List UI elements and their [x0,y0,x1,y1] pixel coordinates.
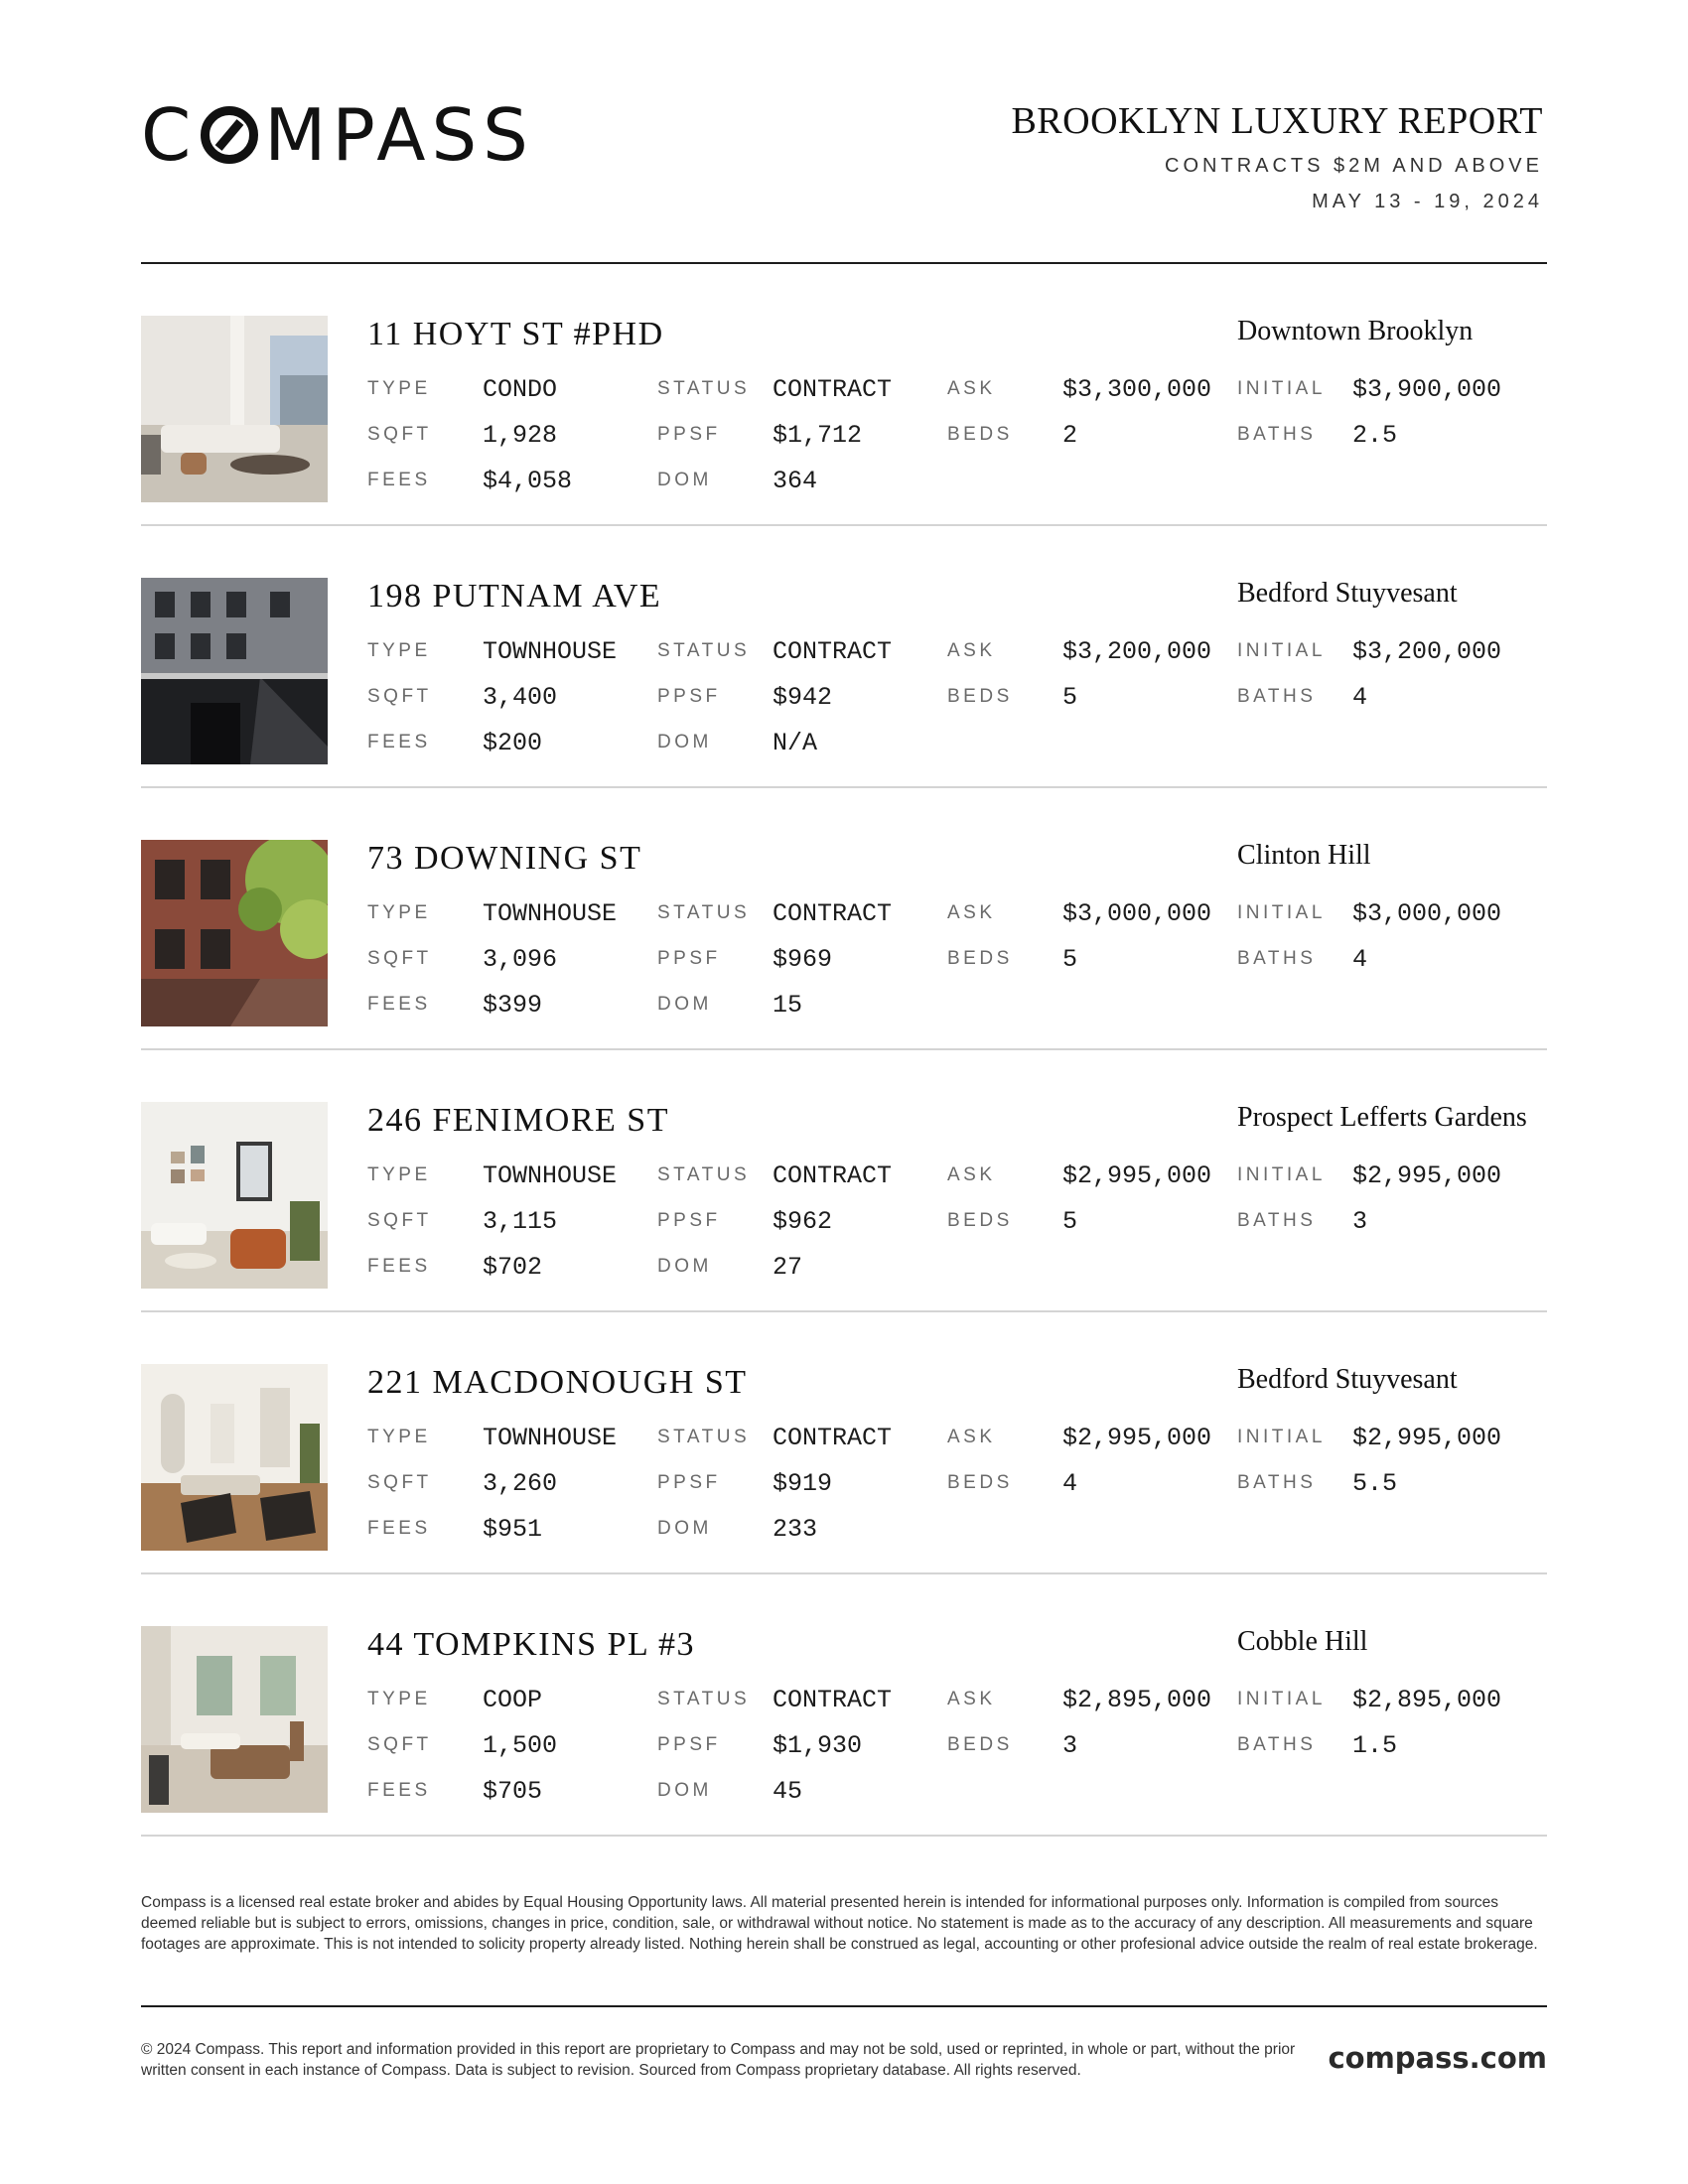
listings-list [141,264,1547,1837]
compass-logo: C MPASS [141,93,534,177]
sqft-value: 3,096 [483,945,558,974]
status-value: CONTRACT [773,375,893,404]
listing-address[interactable]: 246 FENIMORE ST [367,1102,669,1139]
status-value: CONTRACT [773,637,893,666]
fees-label: FEES [367,994,431,1015]
report-subtitle: CONTRACTS $2M AND ABOVE [1165,155,1543,177]
ppsf-value: $962 [773,1207,833,1236]
baths-value: 3 [1352,1207,1368,1236]
fees-label: FEES [367,732,431,752]
initial-label: INITIAL [1237,378,1326,399]
dom-label: DOM [657,1780,712,1801]
baths-value: 5.5 [1352,1469,1398,1498]
listing-photo[interactable] [141,1626,328,1813]
listing-row [141,1312,1547,1574]
sqft-value: 1,928 [483,421,558,450]
ask-value: $3,300,000 [1062,375,1212,404]
report-date-range: MAY 13 - 19, 2024 [1312,191,1543,212]
ppsf-label: PPSF [657,686,721,707]
website-link[interactable]: compass.com [1328,2041,1547,2075]
initial-label: INITIAL [1237,640,1326,661]
dom-label: DOM [657,470,712,490]
fees-label: FEES [367,1518,431,1539]
sqft-label: SQFT [367,1472,432,1493]
ask-label: ASK [947,1427,996,1447]
type-value: TOWNHOUSE [483,899,618,928]
initial-value: $2,995,000 [1352,1424,1502,1452]
status-label: STATUS [657,640,751,661]
listing-photo[interactable] [141,1102,328,1289]
initial-value: $3,200,000 [1352,637,1502,666]
listing-row [141,1574,1547,1837]
beds-label: BEDS [947,686,1013,707]
beds-value: 4 [1062,1469,1078,1498]
dom-value: 15 [773,991,803,1020]
beds-value: 5 [1062,945,1078,974]
listing-row [141,526,1547,788]
type-value: TOWNHOUSE [483,1161,618,1190]
listing-address[interactable]: 73 DOWNING ST [367,840,642,877]
initial-label: INITIAL [1237,1427,1326,1447]
type-value: TOWNHOUSE [483,637,618,666]
beds-value: 5 [1062,683,1078,712]
type-value: COOP [483,1686,543,1714]
ppsf-value: $942 [773,683,833,712]
sqft-label: SQFT [367,948,432,969]
dom-value: 364 [773,467,818,495]
initial-value: $2,995,000 [1352,1161,1502,1190]
ask-value: $2,895,000 [1062,1686,1212,1714]
baths-value: 1.5 [1352,1731,1398,1760]
baths-value: 4 [1352,945,1368,974]
ask-label: ASK [947,1164,996,1185]
listing-photo[interactable] [141,840,328,1026]
dom-value: N/A [773,729,818,757]
type-label: TYPE [367,1164,431,1185]
beds-label: BEDS [947,424,1013,445]
sqft-label: SQFT [367,686,432,707]
ask-value: $2,995,000 [1062,1161,1212,1190]
beds-value: 2 [1062,421,1078,450]
ask-label: ASK [947,1689,996,1709]
listing-photo[interactable] [141,1364,328,1551]
listing-row [141,788,1547,1050]
listing-neighborhood: Bedford Stuyvesant [1237,578,1458,609]
status-value: CONTRACT [773,1424,893,1452]
copyright-notice: © 2024 Compass. This report and information provided in this report are proprietary to Compass and may not be sold, used or reprinted, in whole or part, without the prior written consent in each instance of Compass. Data is subject to revision. Sourced from Compass proprietary database. All rights reserved. [141,2041,1296,2079]
type-label: TYPE [367,378,431,399]
type-label: TYPE [367,1689,431,1709]
beds-value: 3 [1062,1731,1078,1760]
ask-value: $3,000,000 [1062,899,1212,928]
listing-address[interactable]: 221 MACDONOUGH ST [367,1364,748,1401]
initial-value: $2,895,000 [1352,1686,1502,1714]
sqft-label: SQFT [367,424,432,445]
initial-value: $3,000,000 [1352,899,1502,928]
initial-value: $3,900,000 [1352,375,1502,404]
sqft-value: 1,500 [483,1731,558,1760]
type-value: CONDO [483,375,558,404]
fees-value: $399 [483,991,543,1020]
beds-value: 5 [1062,1207,1078,1236]
status-label: STATUS [657,902,751,923]
compass-logo-o-mark [201,106,258,164]
listing-neighborhood: Prospect Lefferts Gardens [1237,1102,1527,1133]
baths-label: BATHS [1237,1472,1317,1493]
beds-label: BEDS [947,1472,1013,1493]
ask-label: ASK [947,902,996,923]
legal-disclaimer: Compass is a licensed real estate broker and abides by Equal Housing Opportunity laws. All material presented herein is intended for informational purposes only. Information is compiled from sources deemed reliable but is subject to errors, omissions, changes in price, condition, sale, or withdrawal without notice. No statement is made as to the accuracy of any description. All measurements and square footages are approximate. This is not intended to solicity property already listed. Nothing herein shall be construed as legal, accounting or other profesional advice outside the realm of real estate brokerage. [141,1894,1538,1953]
beds-label: BEDS [947,948,1013,969]
sqft-value: 3,115 [483,1207,558,1236]
baths-label: BATHS [1237,948,1317,969]
listing-neighborhood: Downtown Brooklyn [1237,316,1474,346]
baths-value: 2.5 [1352,421,1398,450]
listing-address[interactable]: 11 HOYT ST #PHD [367,316,664,352]
fees-label: FEES [367,1256,431,1277]
initial-label: INITIAL [1237,1164,1326,1185]
status-value: CONTRACT [773,1686,893,1714]
footer-divider [141,2005,1547,2007]
listing-neighborhood: Cobble Hill [1237,1626,1368,1657]
listing-photo[interactable] [141,316,328,502]
ask-value: $2,995,000 [1062,1424,1212,1452]
ppsf-value: $969 [773,945,833,974]
ppsf-label: PPSF [657,948,721,969]
sqft-label: SQFT [367,1210,432,1231]
baths-value: 4 [1352,683,1368,712]
dom-label: DOM [657,994,712,1015]
fees-value: $200 [483,729,543,757]
ppsf-label: PPSF [657,424,721,445]
status-label: STATUS [657,378,751,399]
listing-neighborhood: Clinton Hill [1237,840,1371,871]
baths-label: BATHS [1237,686,1317,707]
dom-label: DOM [657,1518,712,1539]
ask-value: $3,200,000 [1062,637,1212,666]
ppsf-label: PPSF [657,1734,721,1755]
fees-value: $705 [483,1777,543,1806]
listing-row [141,264,1547,526]
sqft-value: 3,260 [483,1469,558,1498]
ask-label: ASK [947,640,996,661]
fees-value: $4,058 [483,467,573,495]
baths-label: BATHS [1237,1210,1317,1231]
status-label: STATUS [657,1427,751,1447]
fees-value: $951 [483,1515,543,1544]
type-label: TYPE [367,902,431,923]
fees-label: FEES [367,470,431,490]
initial-label: INITIAL [1237,902,1326,923]
listing-address[interactable]: 198 PUTNAM AVE [367,578,662,614]
type-label: TYPE [367,1427,431,1447]
ppsf-value: $1,712 [773,421,863,450]
ppsf-value: $1,930 [773,1731,863,1760]
report-title: BROOKLYN LUXURY REPORT [1011,100,1543,142]
sqft-value: 3,400 [483,683,558,712]
initial-label: INITIAL [1237,1689,1326,1709]
ask-label: ASK [947,378,996,399]
dom-label: DOM [657,732,712,752]
type-label: TYPE [367,640,431,661]
listing-neighborhood: Bedford Stuyvesant [1237,1364,1458,1395]
listing-row [141,1050,1547,1312]
status-value: CONTRACT [773,1161,893,1190]
listing-address[interactable]: 44 TOMPKINS PL #3 [367,1626,695,1663]
listing-photo[interactable] [141,578,328,764]
fees-label: FEES [367,1780,431,1801]
ppsf-value: $919 [773,1469,833,1498]
baths-label: BATHS [1237,1734,1317,1755]
type-value: TOWNHOUSE [483,1424,618,1452]
dom-value: 45 [773,1777,803,1806]
fees-value: $702 [483,1253,543,1282]
baths-label: BATHS [1237,424,1317,445]
dom-value: 27 [773,1253,803,1282]
beds-label: BEDS [947,1210,1013,1231]
beds-label: BEDS [947,1734,1013,1755]
ppsf-label: PPSF [657,1210,721,1231]
dom-label: DOM [657,1256,712,1277]
dom-value: 233 [773,1515,818,1544]
ppsf-label: PPSF [657,1472,721,1493]
sqft-label: SQFT [367,1734,432,1755]
status-label: STATUS [657,1164,751,1185]
status-value: CONTRACT [773,899,893,928]
status-label: STATUS [657,1689,751,1709]
